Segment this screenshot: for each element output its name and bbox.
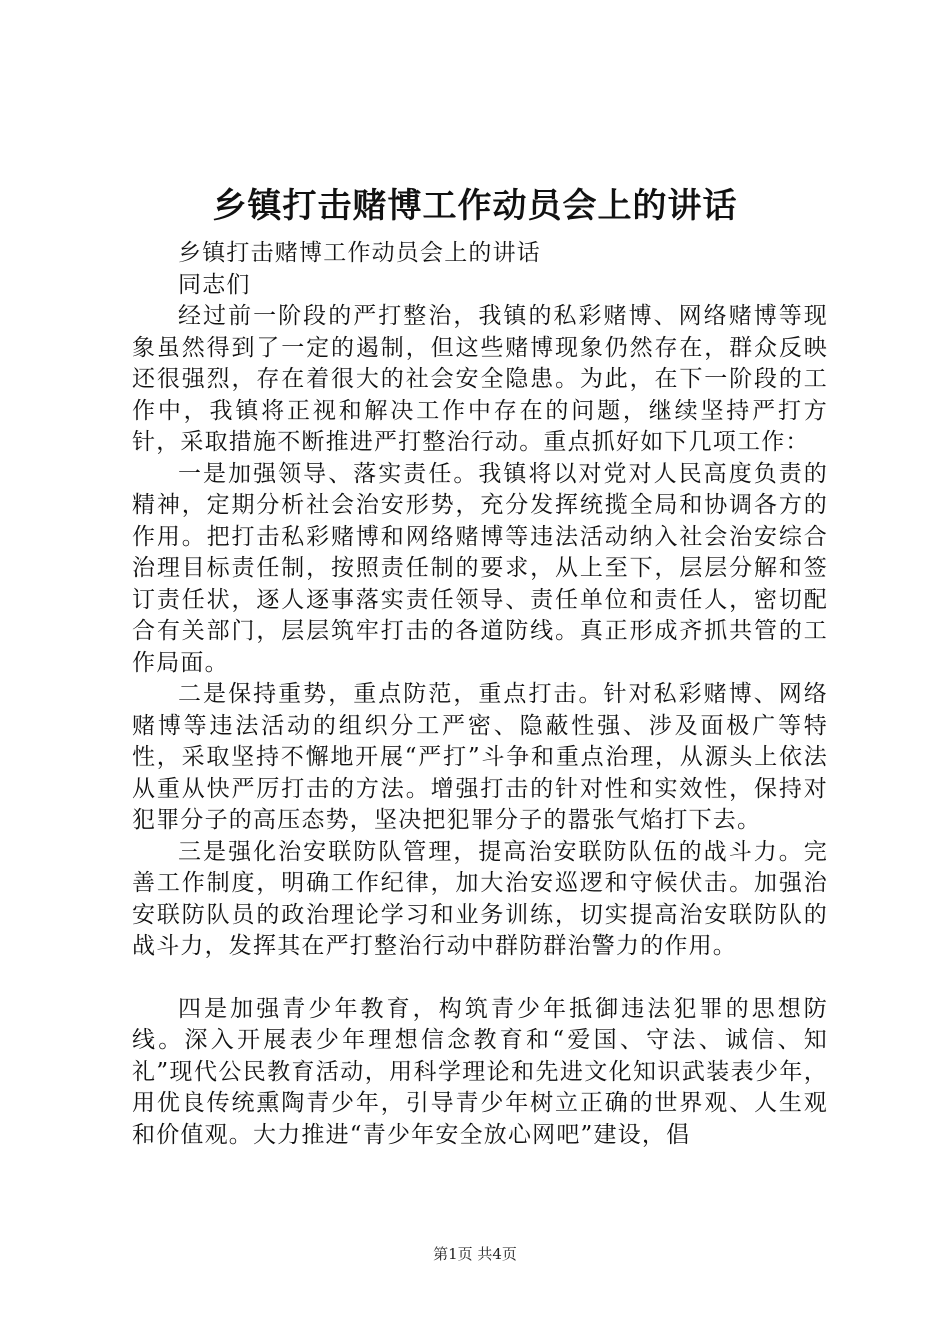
paragraph-point-three: 三是强化治安联防队管理，提高治安联防队伍的战斗力。完善工作制度，明确工作纪律，加大治安巡逻和守候伏击。加强治安联防队员的政治理论学习和业务训练，切实提高治安联防队的战斗力，发挥其在严打整治行动中群防群治警力的作用。 xyxy=(132,838,828,959)
paragraph-point-one: 一是加强领导、落实责任。我镇将以对党对人民高度负责的精神，定期分析社会治安形势，充分发挥统揽全局和协调各方的作用。把打击私彩赌博和网络赌博等违法活动纳入社会治安综合治理目标责任制，按照责任制的要求，从上至下，层层分解和签订责任状，逐人逐事落实责任领导、责任单位和责任人，密切配合有关部门，层层筑牢打击的各道防线。真正形成齐抓共管的工作局面。 xyxy=(132,460,828,676)
paragraph-intro: 经过前一阶段的严打整治，我镇的私彩赌博、网络赌博等现象虽然得到了一定的遏制，但这些赌博现象仍然存在，群众反映还很强烈，存在着很大的社会安全隐患。为此，在下一阶段的工作中，我镇将正视和解决工作中存在的问题，继续坚持严打方针，采取措施不断推进严打整治行动。重点抓好如下几项工作： xyxy=(132,303,828,455)
paragraph-point-two: 二是保持重势，重点防范，重点打击。针对私彩赌博、网络赌博等违法活动的组织分工严密、隐蔽性强、涉及面极广等特性，采取坚持不懈地开展“严打”斗争和重点治理，从源头上依法从重从快严厉打击的方法。增强打击的针对性和实效性，保持对犯罪分子的高压态势，坚决把犯罪分子的嚣张气焰打下去。 xyxy=(132,681,828,833)
paragraph-point-four: 四是加强青少年教育，构筑青少年抵御违法犯罪的思想防线。深入开展表少年理想信念教育和“爱国、守法、诚信、知礼”现代公民教育活动，用科学理论和先进文化知识武装表少年，用优良传统熏陶青少年，引导青少年树立正确的世界观、人生观和价值观。大力推进“青少年安全放心网吧”建设，倡 xyxy=(132,995,828,1148)
paragraph-salutation: 同志们 xyxy=(178,271,251,298)
page-number-footer: 第1页 共4页 xyxy=(433,1245,517,1263)
document-title: 乡镇打击赌博工作动员会上的讲话 xyxy=(212,186,738,226)
paragraph-subtitle: 乡镇打击赌博工作动员会上的讲话 xyxy=(178,240,541,266)
document-body xyxy=(132,238,828,1151)
